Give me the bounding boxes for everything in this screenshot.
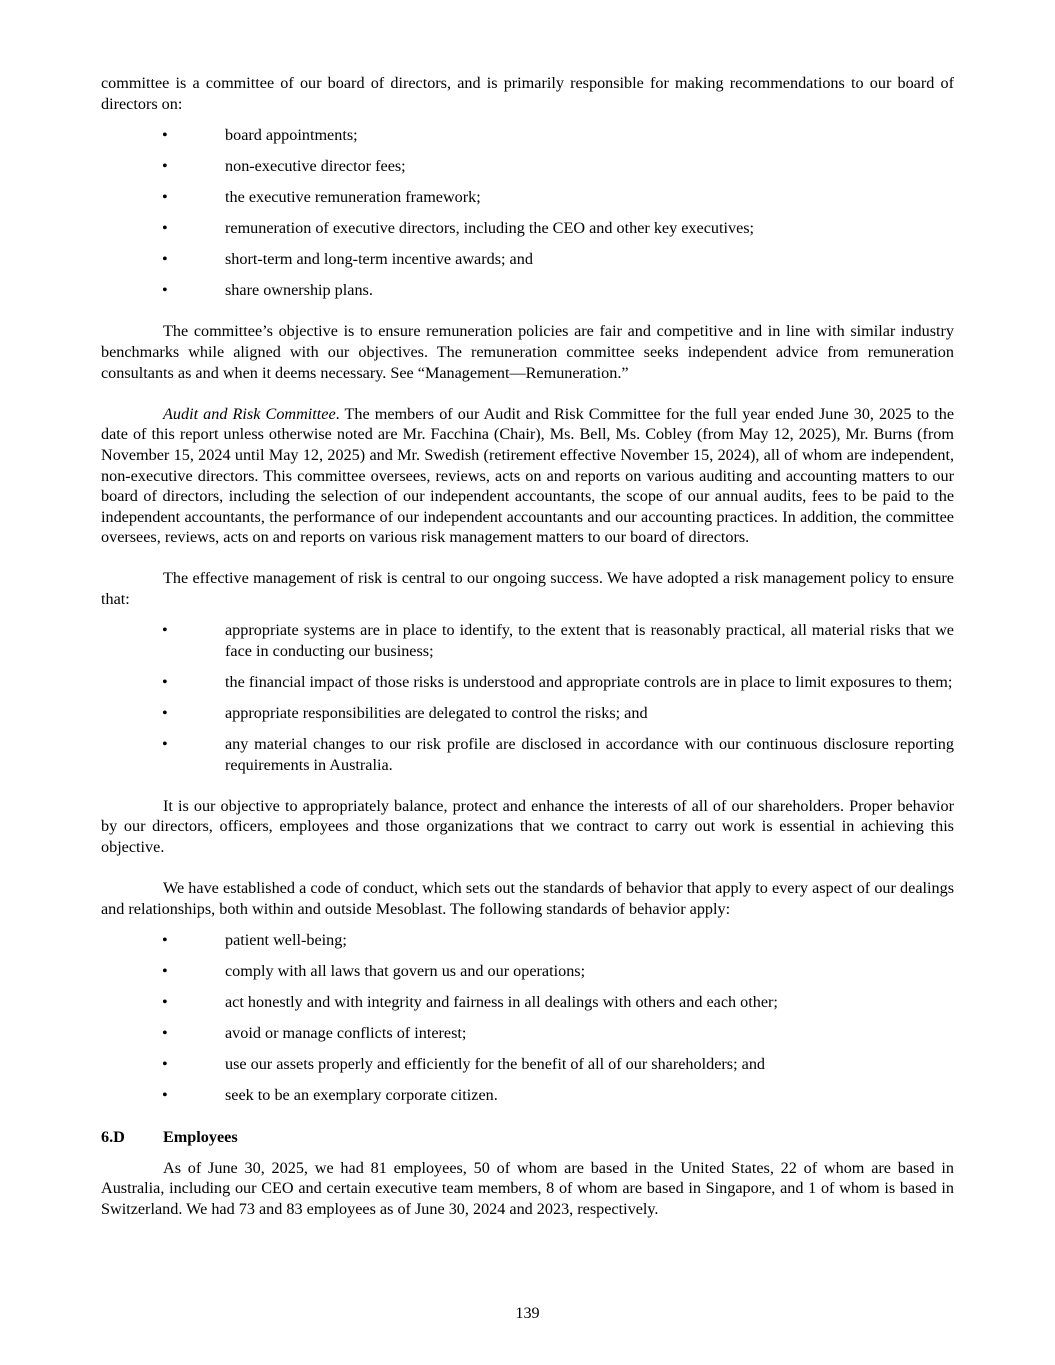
list-item: • appropriate responsibilities are delegated to control the risks; and [162, 703, 648, 722]
recommendations-list [101, 125, 954, 301]
code-of-conduct-paragraph: We have established a code of conduct, which sets out the standards of behavior that apply to every aspect of our dealings and relationships, both within and outside Mesoblast. The following standards of behavior apply: [101, 879, 954, 918]
list-item: • appropriate systems are in place to identify, to the extent that is reasonably practical, all material risks that we face in conducting our business; [162, 621, 954, 660]
list-item: • avoid or manage conflicts of interest; [162, 1024, 467, 1043]
document-page [101, 73, 954, 1219]
list-item: • any material changes to our risk profile are disclosed in accordance with our continuous disclosure reporting requirements in Australia. [162, 735, 954, 774]
section-title: Employees [163, 1127, 238, 1146]
bullet: • [162, 156, 168, 175]
list-item: • the financial impact of those risks is understood and appropriate controls are in place to limit exposures to them; [162, 672, 953, 691]
page-number: 139 [515, 1304, 540, 1322]
bullet: • [162, 218, 168, 237]
risk-policy-list [101, 620, 954, 775]
intro-paragraph: committee is a committee of our board of directors, and is primarily responsible for making recommendations to our board of directors on: [101, 74, 954, 113]
list-item: • use our assets properly and efficiently for the benefit of all of our shareholders; and [162, 1055, 766, 1074]
list-item: • remuneration of executive directors, including the CEO and other key executives; [162, 218, 755, 237]
employees-paragraph: As of June 30, 2025, we had 81 employees, 50 of whom are based in the United States, 22 of whom are based in Australia, including our CEO and certain executive team members, 8 of whom are based in Singapore, and 1 of whom is based in Switzerland. We had 73 and 83 employees as of June 30, 2024 and 2023, respectively. [101, 1158, 954, 1218]
bullet: • [162, 125, 168, 144]
bullet: • [162, 1086, 168, 1105]
bullet: • [162, 672, 168, 691]
bullet: • [162, 621, 168, 640]
bullet: • [162, 281, 168, 300]
audit-committee-paragraph: Audit and Risk Committee. The members of our Audit and Risk Committee for the full year ended June 30, 2025 to the date of this report unless otherwise noted are Mr. Facchina (Chair), Ms. Bell, Ms. Cobley (from May 12, 2025), Mr. Burns (from November 15, 2024 until May 12, 2025) and Mr. Swedish (retirement effective November 15, 2024), all of whom are independent, non-executive directors. This committee oversees, reviews, acts on and reports on various auditing and accounting matters to our board of directors, including the selection of our independent accountants, the scope of our annual audits, fees to be paid to the independent accountants, the performance of our independent accountants and our accounting practices. In addition, the committee oversees, reviews, acts on and reports on various risk management matters to our board of directors. [101, 404, 954, 547]
list-item: • act honestly and with integrity and fairness in all dealings with others and each other; [162, 993, 778, 1012]
list-item: • board appointments; [162, 125, 358, 144]
bullet: • [162, 993, 168, 1012]
list-item: • the executive remuneration framework; [162, 187, 481, 206]
conduct-standards-list [101, 930, 954, 1106]
section-heading [101, 1127, 954, 1148]
list-item: • share ownership plans. [162, 281, 373, 300]
balance-paragraph: It is our objective to appropriately balance, protect and enhance the interests of all of our shareholders. Proper behavior by our directors, officers, employees and those organizations that we contract to carry out work is essential in achieving this objective. [101, 796, 954, 856]
list-item: • short-term and long-term incentive awards; and [162, 250, 533, 269]
bullet: • [162, 1055, 168, 1074]
list-item: • comply with all laws that govern us and our operations; [162, 961, 586, 980]
bullet: • [162, 703, 168, 722]
risk-paragraph: The effective management of risk is central to our ongoing success. We have adopted a risk management policy to ensure that: [101, 569, 954, 609]
list-item: • patient well-being; [162, 930, 347, 949]
bullet: • [162, 250, 168, 269]
section-number: 6.D [101, 1127, 125, 1146]
objective-paragraph: The committee’s objective is to ensure remuneration policies are fair and competitive and in line with similar industry benchmarks while aligned with our objectives. The remuneration committee seeks independent advice from remuneration consultants as and when it deems necessary. See “Management—Remuneration.” [101, 322, 954, 382]
audit-committee-title: Audit and Risk Committee [163, 404, 336, 423]
bullet: • [162, 961, 168, 980]
bullet: • [162, 187, 168, 206]
bullet: • [162, 930, 168, 949]
bullet: • [162, 735, 168, 754]
list-item: • non-executive director fees; [162, 156, 406, 175]
list-item: • seek to be an exemplary corporate citizen. [162, 1086, 498, 1105]
bullet: • [162, 1024, 168, 1043]
